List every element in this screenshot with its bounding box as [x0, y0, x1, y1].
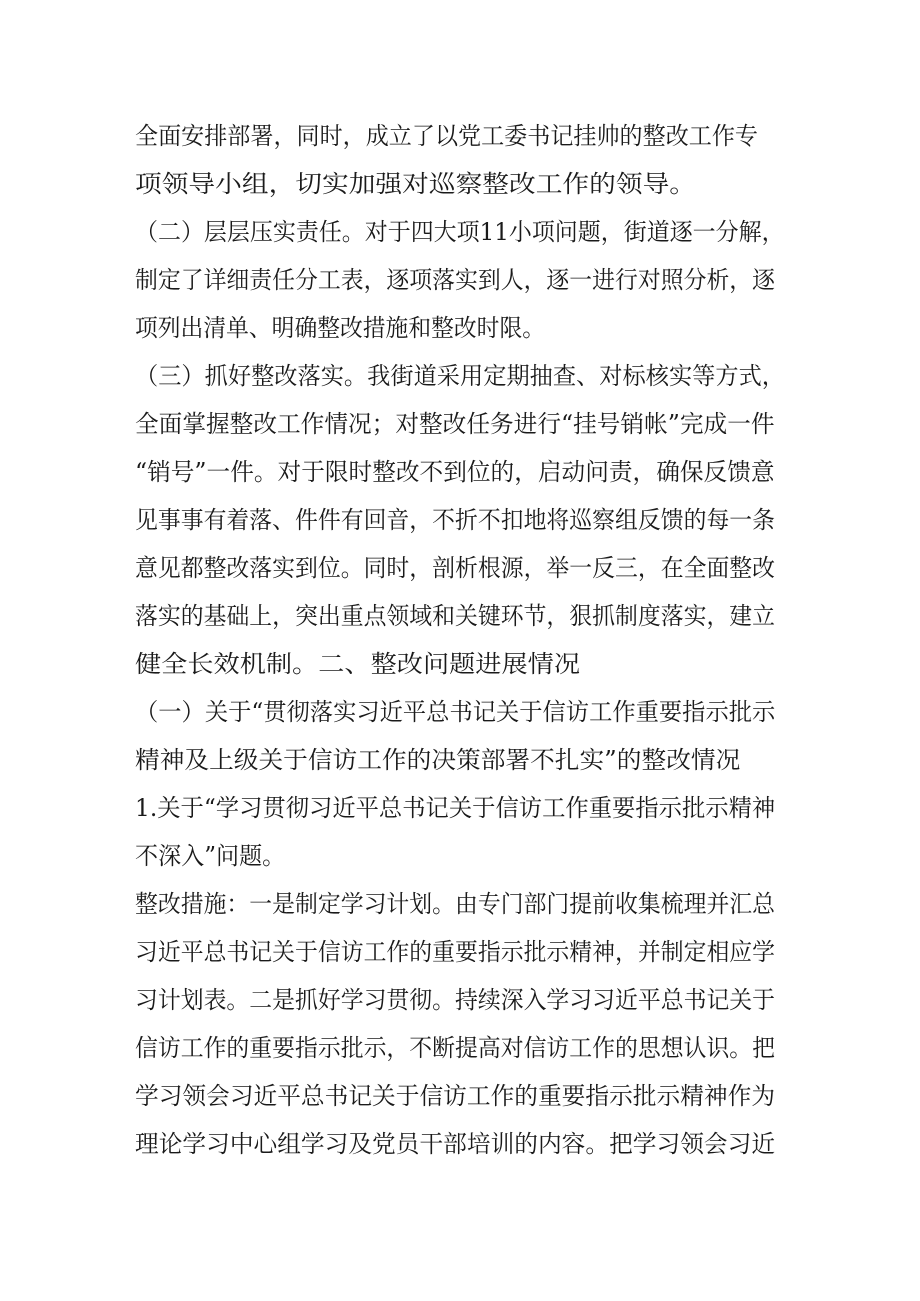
text-line: 意见都整改落实到位。同时，剖析根源，举一反三，在全面整改	[135, 554, 776, 582]
text-line: 理论学习中心组学习及党员干部培训的内容。把学习领会习近	[135, 1130, 776, 1158]
text-line: （三）抓好整改落实。我街道采用定期抽查、对标核实等方式，	[135, 362, 786, 390]
text-line: 1.关于“学习贯彻习近平总书记关于信访工作重要指示批示精神	[135, 794, 776, 822]
text-line: 见事事有着落、件件有回音，不折不扣地将巡察组反馈的每一条	[135, 506, 776, 534]
text-line: 落实的基础上，突出重点领域和关键环节，狠抓制度落实，建立	[135, 602, 776, 630]
text-line: 习近平总书记关于信访工作的重要指示批示精神，并制定相应学	[135, 938, 776, 966]
text-line: （一）关于“贯彻落实习近平总书记关于信访工作重要指示批示	[135, 698, 776, 726]
text-line: 信访工作的重要指示批示，不断提高对信访工作的思想认识。把	[135, 1034, 776, 1062]
text-line: （二）层层压实责任。对于四大项11小项问题，街道逐一分解，	[135, 218, 785, 246]
text-line: 全面安排部署，同时，成立了以党工委书记挂帅的整改工作专	[135, 122, 758, 150]
text-line: 项领导小组，切实加强对巡察整改工作的领导。	[135, 170, 697, 198]
text-line: “销号”一件。对于限时整改不到位的，启动问责，确保反馈意	[135, 458, 775, 486]
text-line: 学习领会习近平总书记关于信访工作的重要指示批示精神作为	[135, 1082, 776, 1110]
text-line: 不深入”问题。	[135, 842, 286, 870]
text-line: 健全长效机制。二、整改问题进展情况	[135, 650, 581, 678]
text-line: 习计划表。二是抓好学习贯彻。持续深入学习习近平总书记关于	[135, 986, 776, 1014]
text-line: 制定了详细责任分工表，逐项落实到人，逐一进行对照分析，逐	[135, 266, 776, 294]
text-line: 全面掌握整改工作情况；对整改任务进行“挂号销帐”完成一件	[135, 410, 775, 438]
text-line: 项列出清单、明确整改措施和整改时限。	[135, 314, 546, 342]
text-line: 整改措施：一是制定学习计划。由专门部门提前收集梳理并汇总	[135, 890, 776, 918]
text-line: 精神及上级关于信访工作的决策部署不扎实”的整改情况	[135, 746, 741, 774]
